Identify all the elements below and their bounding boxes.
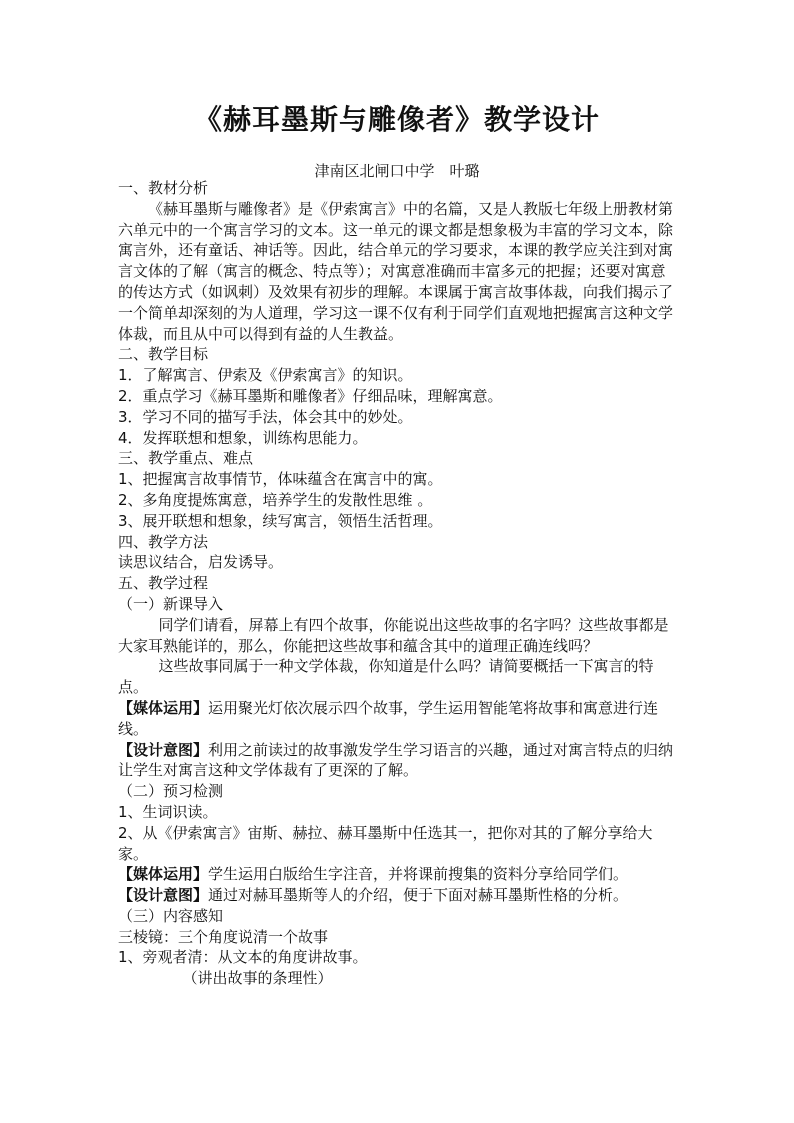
section-heading-process: 五、教学过程 <box>118 574 209 593</box>
subsection-heading-perception: （三）内容感知 <box>118 906 224 925</box>
preview-item: 1、生词识读。 <box>118 802 218 821</box>
perception-note: （讲出故事的条理性） <box>182 969 333 988</box>
document-title: 《赫耳墨斯与雕像者》教学设计 <box>193 103 600 136</box>
section-heading-goals: 二、教学目标 <box>118 345 209 364</box>
intent-tag: 【设计意图】 <box>118 740 209 759</box>
section-heading-keypoints: 三、教学重点、难点 <box>118 449 254 468</box>
subsection-heading-intro: （一）新课导入 <box>118 594 224 613</box>
keypoint-item: 2、多角度提炼寓意，培养学生的发散性思维 。 <box>118 490 433 509</box>
media-note <box>118 698 680 740</box>
media-tag: 【媒体运用】 <box>118 698 209 717</box>
media-text: 运用聚光灯依次展示四个故事，学生运用智能笔将故事和寓意进行连线。 <box>118 698 659 738</box>
section-heading-analysis: 一、教材分析 <box>118 179 209 197</box>
document-body <box>118 178 680 989</box>
media-note <box>118 864 680 885</box>
analysis-paragraph: 《赫耳墨斯与雕像者》是《伊索寓言》中的名篇，又是人教版七年级上册教材第六单元中的一个寓言学习的文本。这一单元的课文都是想象极为丰富的学习文本，除寓言外，还有童话、神话等。因此，结合单元的学习要求，本课的教学应关注到对寓言文体的了解（寓言的概念、特点等）；对寓意准确而丰富多元的把握；还要对寓意的传达方式（如讽刺）及效果有初步的理解。本课属于寓言故事体裁，向我们揭示了一个简单却深刻的为人道理，学习这一课不仅有利于同学们直观地把握寓言这种文学体裁，而且从中可以得到有益的人生教益。 <box>118 199 674 343</box>
preview-item: 2、从《伊索寓言》宙斯、赫拉、赫耳墨斯中任选其一，把你对其的了解分享给大家。 <box>118 823 653 863</box>
intent-text: 通过对赫耳墨斯等人的介绍，便于下面对赫耳墨斯性格的分析。 <box>208 886 629 905</box>
section-heading-methods: 四、教学方法 <box>118 532 209 551</box>
subsection-heading-preview: （二）预习检测 <box>118 782 224 801</box>
media-tag: 【媒体运用】 <box>118 865 209 884</box>
intro-paragraph: 这些故事同属于一种文学体裁，你知道是什么吗？请简要概括一下寓言的特点。 <box>118 657 654 697</box>
goal-item: 2．重点学习《赫耳墨斯和雕像者》仔细品味，理解寓意。 <box>118 386 503 405</box>
author-line: 津南区北闸口中学 叶璐 <box>314 162 480 180</box>
methods-text: 读思议结合，启发诱导。 <box>118 553 284 572</box>
keypoint-item: 3、展开联想和想象，续写寓言，领悟生活哲理。 <box>118 511 443 530</box>
goal-item: 4．发挥联想和想象，训练构思能力。 <box>118 428 368 447</box>
intent-note <box>118 740 680 782</box>
intent-note <box>118 885 680 906</box>
goal-item: 3．学习不同的描写手法，体会其中的妙处。 <box>118 407 413 426</box>
intro-paragraph: 同学们请看，屏幕上有四个故事，你能说出这些故事的名字吗？这些故事都是大家耳熟能详的，那么，你能把这些故事和蕴含其中的道理正确连线吗？ <box>118 615 669 655</box>
goal-item: 1．了解寓言、伊索及《伊索寓言》的知识。 <box>118 366 413 385</box>
perception-line: 三棱镜：三个角度说清一个故事 <box>118 927 329 946</box>
media-text: 学生运用白版给生字注音，并将课前搜集的资料分享给同学们。 <box>208 865 629 884</box>
intent-text: 利用之前读过的故事激发学生学习语言的兴趣，通过对寓言特点的归纳让学生对寓言这种文学体裁有了更深的了解。 <box>118 740 674 780</box>
perception-line: 1、旁观者清：从文本的角度讲故事。 <box>118 948 368 967</box>
intent-tag: 【设计意图】 <box>118 886 209 905</box>
keypoint-item: 1、把握寓言故事情节，体味蕴含在寓言中的寓。 <box>118 470 443 489</box>
